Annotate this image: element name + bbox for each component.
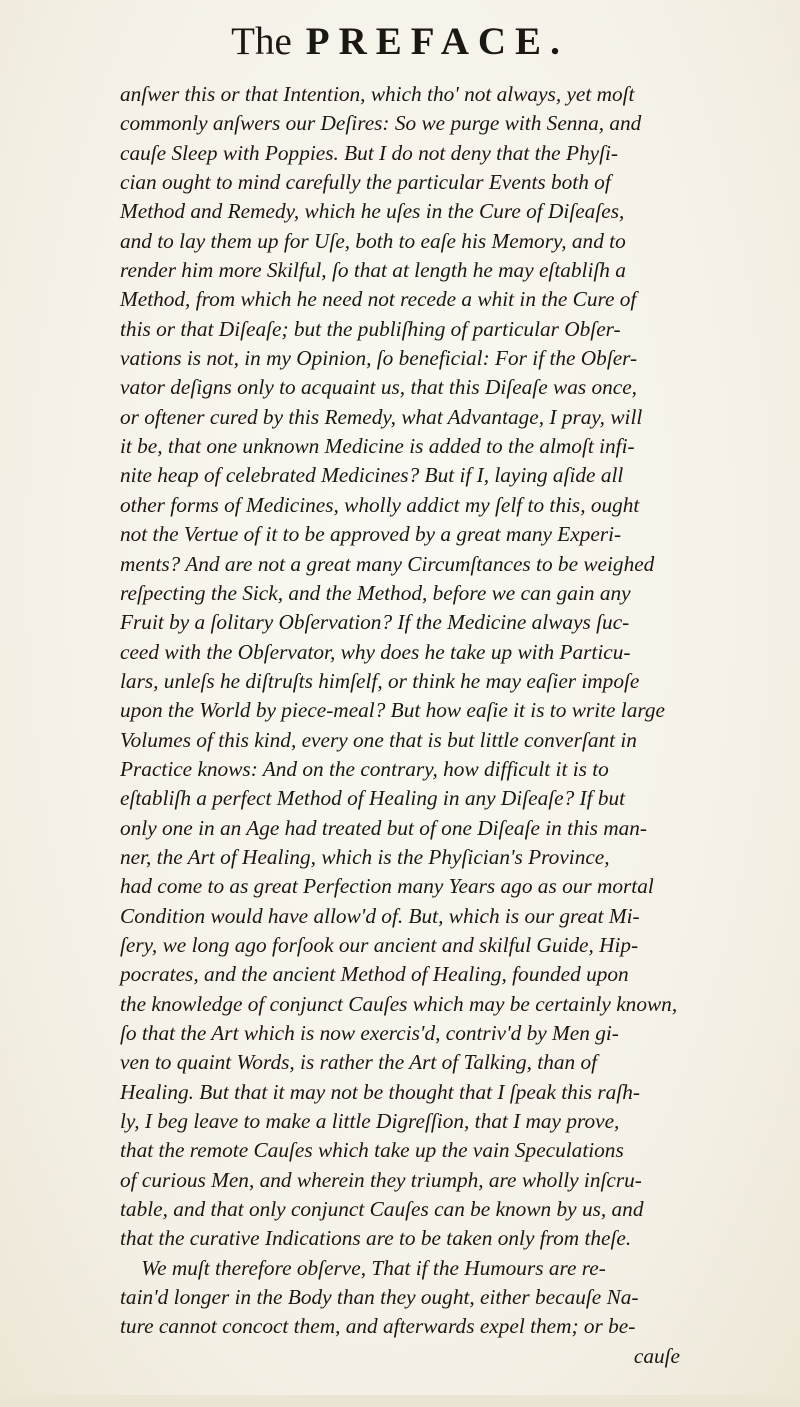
text-line: other forms of Medicines, wholly addict my ſelf to this, ought (120, 492, 640, 517)
text-line: the knowledge of conjunct Cauſes which may be certainly known, (120, 991, 678, 1016)
catchword: cauſe (633, 1343, 680, 1368)
running-head-preface: PREFACE. (305, 20, 569, 63)
running-head-the: The (231, 20, 292, 63)
text-line: ſery, we long ago forſook our ancient and skilful Guide, Hip- (120, 932, 639, 957)
text-line: or oftener cured by this Remedy, what Advantage, I pray, will (120, 404, 643, 429)
text-line: ture cannot concoct them, and afterwards expel them; or be- (120, 1314, 636, 1339)
text-line: Fruit by a ſolitary Obſervation? If the Medicine always ſuc- (120, 610, 630, 635)
preface-body-text (120, 80, 760, 1371)
text-line: pocrates, and the ancient Method of Healing, founded upon (120, 962, 629, 987)
text-line: upon the World by piece-meal? But how eaſie it is to write large (120, 698, 665, 723)
text-line: not the Vertue of it to be approved by a great many Experi- (120, 522, 622, 547)
text-line: anſwer this or that Intention, which tho' not always, yet moſt (120, 82, 635, 106)
text-line: commonly anſwers our Deſires: So we purge with Senna, and (120, 111, 642, 136)
text-line: cian ought to mind carefully the particular Events both of (120, 170, 611, 195)
text-line: ner, the Art of Healing, which is the Phyſician's Province, (120, 844, 610, 869)
text-line: only one in an Age had treated but of one Diſeaſe in this man- (120, 815, 648, 840)
text-line: reſpecting the Sick, and the Method, before we can gain any (120, 580, 631, 605)
text-line: Healing. But that it may not be thought that I ſpeak this raſh- (120, 1079, 640, 1104)
text-line: vator deſigns only to acquaint us, that this Diſeaſe was once, (120, 375, 637, 400)
text-line: table, and that only conjunct Cauſes can be known by us, and (120, 1197, 644, 1222)
text-line: Practice knows: And on the contrary, how difficult it is to (120, 756, 609, 781)
text-line: ſo that the Art which is now exercis'd, contriv'd by Men gi- (120, 1021, 619, 1045)
text-line: of curious Men, and wherein they triumph, are wholly inſcru- (120, 1167, 642, 1192)
text-line: ven to quaint Words, is rather the Art of Talking, than of (120, 1050, 598, 1075)
text-line: this or that Diſeaſe; but the publiſhing of particular Obſer- (120, 316, 621, 341)
text-line: tain'd longer in the Body than they ought, either becauſe Na- (120, 1285, 639, 1310)
text-line: We muſt therefore obſerve, That if the Humours are re- (120, 1255, 606, 1280)
text-line: ceed with the Obſervator, why does he take up with Particu- (120, 639, 631, 664)
text-line: it be, that one unknown Medicine is added to the almoſt infi- (120, 434, 635, 459)
text-line: and to lay them up for Uſe, both to eaſe his Memory, and to (120, 228, 626, 253)
running-head (0, 20, 800, 64)
text-line: vations is not, in my Opinion, ſo beneficial: For if the Obſer- (120, 346, 638, 371)
text-line: lars, unleſs he diſtruſts himſelf, or think he may eaſier impoſe (120, 668, 640, 693)
text-line: had come to as great Perfection many Years ago as our mortal (120, 874, 654, 899)
text-line: render him more Skilful, ſo that at length he may eſtabliſh a (120, 258, 626, 283)
text-line: Volumes of this kind, every one that is but little converſant in (120, 727, 637, 752)
text-line: Method, from which he need not recede a whit in the Cure of (120, 287, 637, 312)
text-line: eſtabliſh a perfect Method of Healing in any Diſeaſe? If but (120, 786, 626, 811)
text-line: that the remote Cauſes which take up the vain Speculations (120, 1138, 624, 1163)
text-line: ly, I beg leave to make a little Digreſſion, that I may prove, (120, 1109, 620, 1134)
text-line: Condition would have allow'd of. But, which is our great Mi- (120, 903, 640, 928)
page-bottom-edge (0, 1395, 800, 1407)
text-line: that the curative Indications are to be taken only from theſe. (120, 1226, 632, 1251)
text-line: ments? And are not a great many Circumſtances to be weighed (120, 551, 655, 576)
text-line: cauſe Sleep with Poppies. But I do not deny that the Phyſi- (120, 140, 618, 165)
text-line: nite heap of celebrated Medicines? But if I, laying aſide all (120, 463, 624, 488)
text-line: Method and Remedy, which he uſes in the Cure of Diſeaſes, (120, 199, 625, 224)
